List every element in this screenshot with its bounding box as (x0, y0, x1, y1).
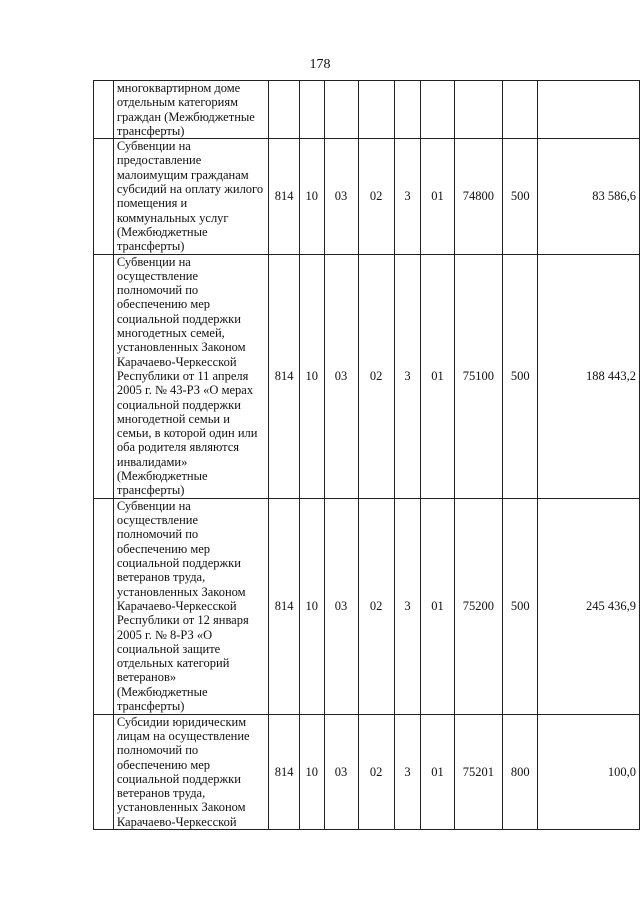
expense-type-cell: 500 (502, 254, 537, 498)
program-code-cell: 02 (358, 139, 394, 254)
amount-cell: 245 436,9 (538, 498, 640, 714)
subsection-code-cell: 03 (324, 498, 358, 714)
direction-code-cell: 75200 (454, 498, 502, 714)
amount-cell: 83 586,6 (538, 139, 640, 254)
direction-code-cell: 75201 (454, 714, 502, 829)
expense-type-cell (502, 81, 537, 139)
table-row (94, 498, 640, 714)
budget-table-body (94, 81, 640, 830)
table-row (94, 254, 640, 498)
subprogram-code-cell (394, 81, 421, 139)
main-event-code-cell: 01 (421, 254, 454, 498)
ministry-code-cell (269, 81, 300, 139)
expense-name-cell: многоквартирном доме отдельным категориям граждан (Межбюджетные трансферты) (113, 81, 268, 139)
direction-code-cell: 74800 (454, 139, 502, 254)
main-event-code-cell: 01 (421, 714, 454, 829)
ministry-code-cell: 814 (269, 254, 300, 498)
ministry-code-cell: 814 (269, 498, 300, 714)
main-event-code-cell: 01 (421, 498, 454, 714)
table-row (94, 714, 640, 829)
table-row (94, 139, 640, 254)
expense-type-cell: 500 (502, 139, 537, 254)
expense-name-cell: Субвенции на осуществление полномочий по обеспечению мер социальной поддержки ветеранов труда, установленных Законом Карачаево-Черкесской Республики от 12 января 2005 г. № 8-РЗ «О социальной защите отдельных категорий ветеранов» (Межбюджетные трансферты) (113, 498, 268, 714)
program-code-cell: 02 (358, 498, 394, 714)
section-code-cell: 10 (299, 714, 324, 829)
main-event-code-cell: 01 (421, 139, 454, 254)
row-spacer-cell (94, 714, 114, 829)
expense-type-cell: 500 (502, 498, 537, 714)
page-number: 178 (309, 57, 331, 72)
subsection-code-cell: 03 (324, 714, 358, 829)
ministry-code-cell: 814 (269, 139, 300, 254)
section-code-cell: 10 (299, 498, 324, 714)
subprogram-code-cell: 3 (394, 714, 421, 829)
amount-cell (538, 81, 640, 139)
row-spacer-cell (94, 81, 114, 139)
amount-cell: 100,0 (538, 714, 640, 829)
direction-code-cell: 75100 (454, 254, 502, 498)
budget-table (93, 80, 640, 830)
table-row (94, 81, 640, 139)
amount-cell: 188 443,2 (538, 254, 640, 498)
row-spacer-cell (94, 139, 114, 254)
subprogram-code-cell: 3 (394, 254, 421, 498)
program-code-cell: 02 (358, 714, 394, 829)
section-code-cell: 10 (299, 254, 324, 498)
row-spacer-cell (94, 254, 114, 498)
section-code-cell (299, 81, 324, 139)
ministry-code-cell: 814 (269, 714, 300, 829)
expense-name-cell: Субвенции на осуществление полномочий по обеспечению мер социальной поддержки многодетных семей, установленных Законом Карачаево-Черкесской Республики от 11 апреля 2005 г. № 43-РЗ «О мерах социальной поддержки многодетной семьи и семьи, в которой один или оба родителя являются инвалидами» (Межбюджетные трансферты) (113, 254, 268, 498)
subprogram-code-cell: 3 (394, 139, 421, 254)
section-code-cell: 10 (299, 139, 324, 254)
subsection-code-cell: 03 (324, 139, 358, 254)
expense-name-cell: Субвенции на предоставление малоимущим гражданам субсидий на оплату жилого помещения и коммунальных услуг (Межбюджетные трансферты) (113, 139, 268, 254)
expense-type-cell: 800 (502, 714, 537, 829)
direction-code-cell (454, 81, 502, 139)
main-event-code-cell (421, 81, 454, 139)
subsection-code-cell: 03 (324, 254, 358, 498)
row-spacer-cell (94, 498, 114, 714)
program-code-cell (358, 81, 394, 139)
program-code-cell: 02 (358, 254, 394, 498)
subsection-code-cell (324, 81, 358, 139)
subprogram-code-cell: 3 (394, 498, 421, 714)
expense-name-cell: Субсидии юридическим лицам на осуществление полномочий по обеспечению мер социальной поддержки ветеранов труда, установленных Законом Карачаево-Черкесской (113, 714, 268, 829)
